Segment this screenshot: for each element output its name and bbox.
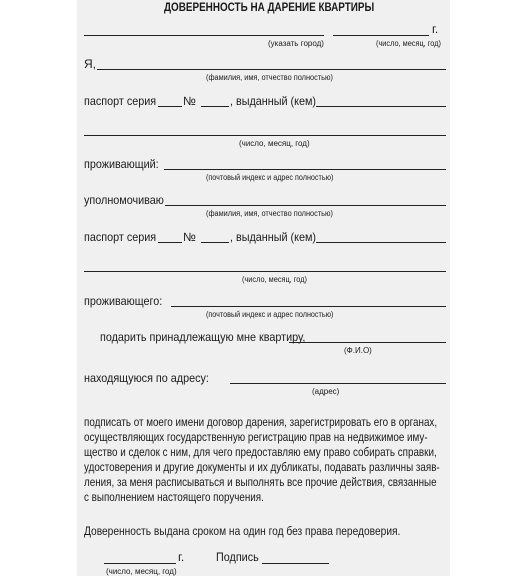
principal-residing-label: проживающий: bbox=[84, 157, 159, 171]
document-title: ДОВЕРЕННОСТЬ НА ДАРЕНИЕ КВАРТИРЫ bbox=[164, 2, 375, 14]
agent-issued-by-label: , выданный (кем) bbox=[230, 230, 317, 244]
recipient-fio-line bbox=[289, 342, 446, 343]
principal-name-line bbox=[97, 69, 446, 70]
principal-prefix: Я, bbox=[84, 57, 96, 71]
principal-address-line bbox=[164, 169, 446, 170]
agent-name-line bbox=[165, 205, 446, 206]
principal-number-line bbox=[201, 106, 229, 107]
footer-date-line bbox=[104, 563, 176, 564]
date-year-suffix: г. bbox=[432, 22, 439, 36]
signature-line bbox=[262, 563, 329, 564]
principal-issued-by-label: , выданный (кем) bbox=[230, 94, 317, 108]
footer-date-suffix: г. bbox=[178, 550, 185, 564]
body-line-3: щество и сделок с ним, для чего предоставляю ему право собирать справки, bbox=[84, 445, 437, 459]
city-line bbox=[84, 35, 324, 36]
body-line-6: с выполнением настоящего поручения. bbox=[84, 490, 264, 504]
principal-issue-date-line bbox=[84, 135, 446, 136]
agent-number-line bbox=[201, 242, 229, 243]
validity-statement: Доверенность выдана сроком на один год без права передоверия. bbox=[84, 524, 401, 538]
principal-series-line bbox=[158, 106, 182, 107]
agent-passport-number-label: № bbox=[183, 230, 196, 244]
agent-series-line bbox=[158, 242, 182, 243]
principal-name-caption: (фамилия, имя, отчество полностью) bbox=[206, 73, 333, 82]
agent-authorize-label: уполномочиваю bbox=[84, 193, 164, 207]
agent-address-caption: (почтовый индекс и адрес полностью) bbox=[206, 310, 334, 319]
property-address-line bbox=[230, 383, 446, 384]
principal-issued-by-line bbox=[316, 106, 446, 107]
body-line-4: удостоверения и другие документы и их дубликаты, подавать различны заяв- bbox=[84, 460, 440, 474]
recipient-fio-caption: (Ф.И.О) bbox=[344, 346, 372, 355]
property-address-caption: (адрес) bbox=[312, 387, 340, 396]
agent-issued-by-line bbox=[316, 242, 446, 243]
body-line-2: осуществляющих государственную регистрацию прав на недвижимое иму- bbox=[84, 430, 428, 444]
agent-issue-date-caption: (число, месяц, год) bbox=[242, 275, 307, 284]
date-line bbox=[333, 35, 429, 36]
principal-issue-date-caption: (число, месяц, год) bbox=[239, 139, 310, 148]
principal-address-caption: (почтовый индекс и адрес полностью) bbox=[206, 173, 334, 182]
signature-label: Подпись bbox=[216, 550, 259, 564]
agent-name-caption: (фамилия, имя, отчество полностью) bbox=[206, 209, 333, 218]
principal-passport-series-label: паспорт серия bbox=[84, 94, 157, 108]
agent-address-line bbox=[171, 306, 446, 307]
principal-passport-number-label: № bbox=[183, 94, 196, 108]
city-caption: (указать город) bbox=[268, 39, 324, 48]
agent-issue-date-line bbox=[84, 271, 446, 272]
located-label: находящуюся по адресу: bbox=[84, 371, 209, 385]
body-line-1: подписать от моего имени договор дарения, зарегистрировать его в органах, bbox=[84, 415, 438, 429]
agent-passport-series-label: паспорт серия bbox=[84, 230, 157, 244]
footer-date-caption: (число, месяц, год) bbox=[106, 567, 177, 576]
body-line-5: ления, за меня расписываться и выполнять все прочие действия, связанные bbox=[84, 475, 437, 489]
gift-label: подарить принадлежащую мне квартиру, bbox=[100, 330, 306, 344]
agent-residing-label: проживающего: bbox=[84, 294, 163, 308]
date-caption: (число, месяц, год) bbox=[376, 39, 441, 48]
